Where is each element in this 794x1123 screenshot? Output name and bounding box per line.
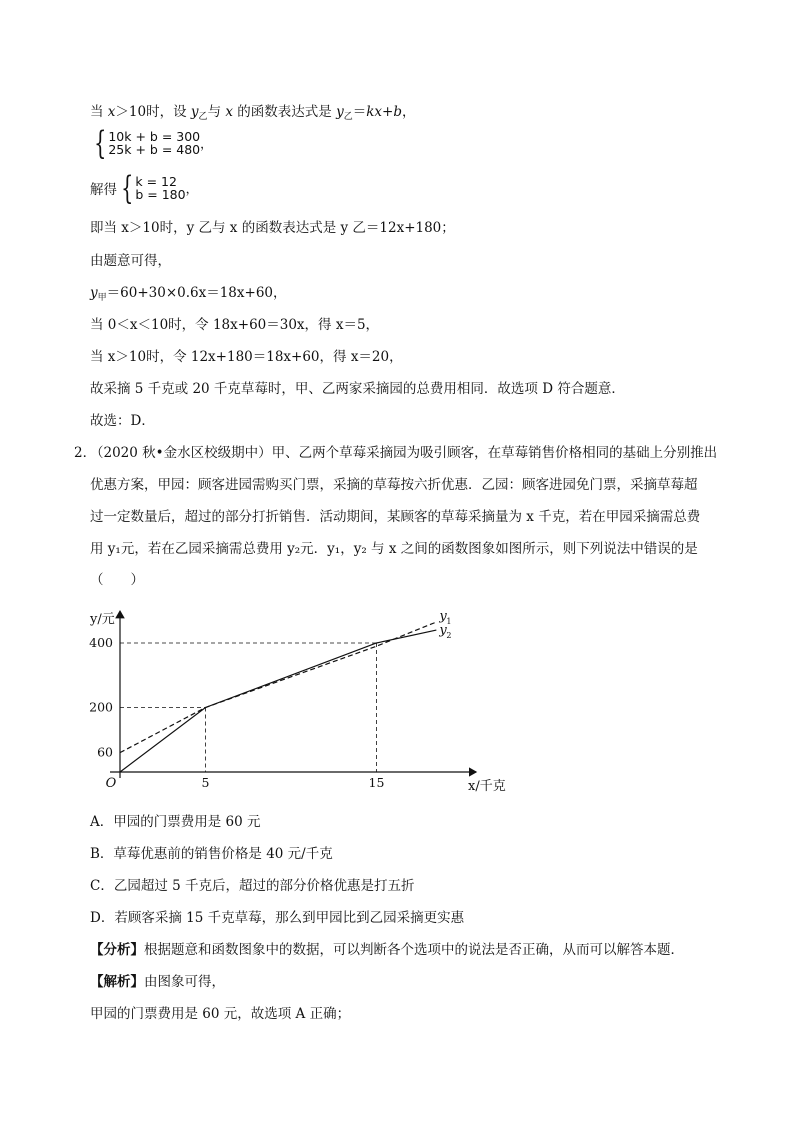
answer-blank: （ ） <box>90 572 144 588</box>
analysis-tag: 【分析】 <box>90 942 144 958</box>
origin-label: O <box>105 776 117 791</box>
solution-line: 甲园的门票费用是 60 元，故选项 A 正确； <box>90 1006 351 1022</box>
series-label-y2: y <box>439 623 447 639</box>
equation: k = 12 <box>135 174 177 189</box>
equation: b = 180 <box>135 187 186 202</box>
analysis-paragraph: 【分析】根据题意和函数图象中的数据，可以判断各个选项中的说法是否正确，从而可以解答本题． <box>90 942 684 958</box>
question-line: （2020 秋•金水区校级期中）甲、乙两个草莓采摘园为吸引顾客，在草莓销售价格相同的基础上分别推出 <box>90 445 718 461</box>
y-tick-label: 400 <box>89 635 113 650</box>
function-graph <box>80 596 506 806</box>
option-a: A．甲园的门票费用是 60 元 <box>90 814 261 830</box>
text-line: 即当 x＞10时，y 乙与 x 的函数表达式是 y 乙＝12x+180； <box>90 220 455 236</box>
question-line: 过一定数量后，超过的部分打折销售．活动期间，某顾客的草莓采摘量为 x 千克，若在甲园采摘需总费 <box>90 509 701 525</box>
equation-system-2: 解得 { k = 12 b = 180 ， <box>90 169 199 207</box>
brace-icon: { <box>94 124 107 162</box>
question-line: 用 y₁元，若在乙园采摘需总费用 y₂元．y₁，y₂ 与 x 之间的函数图象如图所示，则下列说法中错误的是 <box>90 541 698 557</box>
text-line: 故选：D． <box>90 413 155 429</box>
text-line: 当 x＞10时，令 12x+180＝18x+60，得 x＝20， <box>90 349 403 365</box>
equation-system-1: { 10k + b = 300 25k + b = 480 ， <box>94 124 213 162</box>
equation: 25k + b = 480 <box>108 142 201 157</box>
x-tick-label: 5 <box>201 775 210 790</box>
text-line: $y_甲=60+30\times 0.6x=18x+60$， <box>90 285 287 303</box>
question-number: 2． <box>74 445 97 461</box>
solution-tag: 【解析】 <box>90 974 144 990</box>
y-tick-label: 200 <box>89 699 113 715</box>
solution-paragraph: 【解析】由图象可得， <box>90 974 225 990</box>
intro-line: 当 x＞10时，设 $y_乙$与 x 的函数表达式是 $y_乙=kx+b$， <box>90 104 416 122</box>
option-d: D．若顾客采摘 15 千克草莓，那么到甲园比到乙园采摘更实惠 <box>90 910 465 926</box>
brace-icon: { <box>121 169 134 207</box>
series-label-sub-y2: 2 <box>446 631 452 641</box>
y-axis-label: y/元 <box>90 612 115 628</box>
x-axis-label: x/千克 <box>468 779 506 794</box>
option-b: B．草莓优惠前的销售价格是 40 元/千克 <box>90 846 333 862</box>
y-tick-label: 60 <box>97 744 113 760</box>
text-line: 由题意可得， <box>90 253 171 269</box>
text-line: 当 0＜x＜10时，令 18x+60＝30x，得 x＝5， <box>90 317 380 333</box>
series-line-y1 <box>120 622 436 753</box>
series-label-y1: y <box>439 609 447 625</box>
text-line: 故采摘 5 千克或 20 千克草莓时，甲、乙两家采摘园的总费用相同．故选项 D 符合题意． <box>90 381 625 397</box>
equation: 10k + b = 300 <box>108 129 201 144</box>
series-label-sub-y1: 1 <box>446 617 452 627</box>
option-c: C．乙园超过 5 千克后，超过的部分价格优惠是打五折 <box>90 878 415 894</box>
series-line-y2 <box>120 630 436 772</box>
question-line: 优惠方案，甲园：顾客进园需购买门票，采摘的草莓按六折优惠．乙园：顾客进园免门票，采摘草莓超 <box>90 477 698 493</box>
x-tick-label: 15 <box>368 775 385 790</box>
